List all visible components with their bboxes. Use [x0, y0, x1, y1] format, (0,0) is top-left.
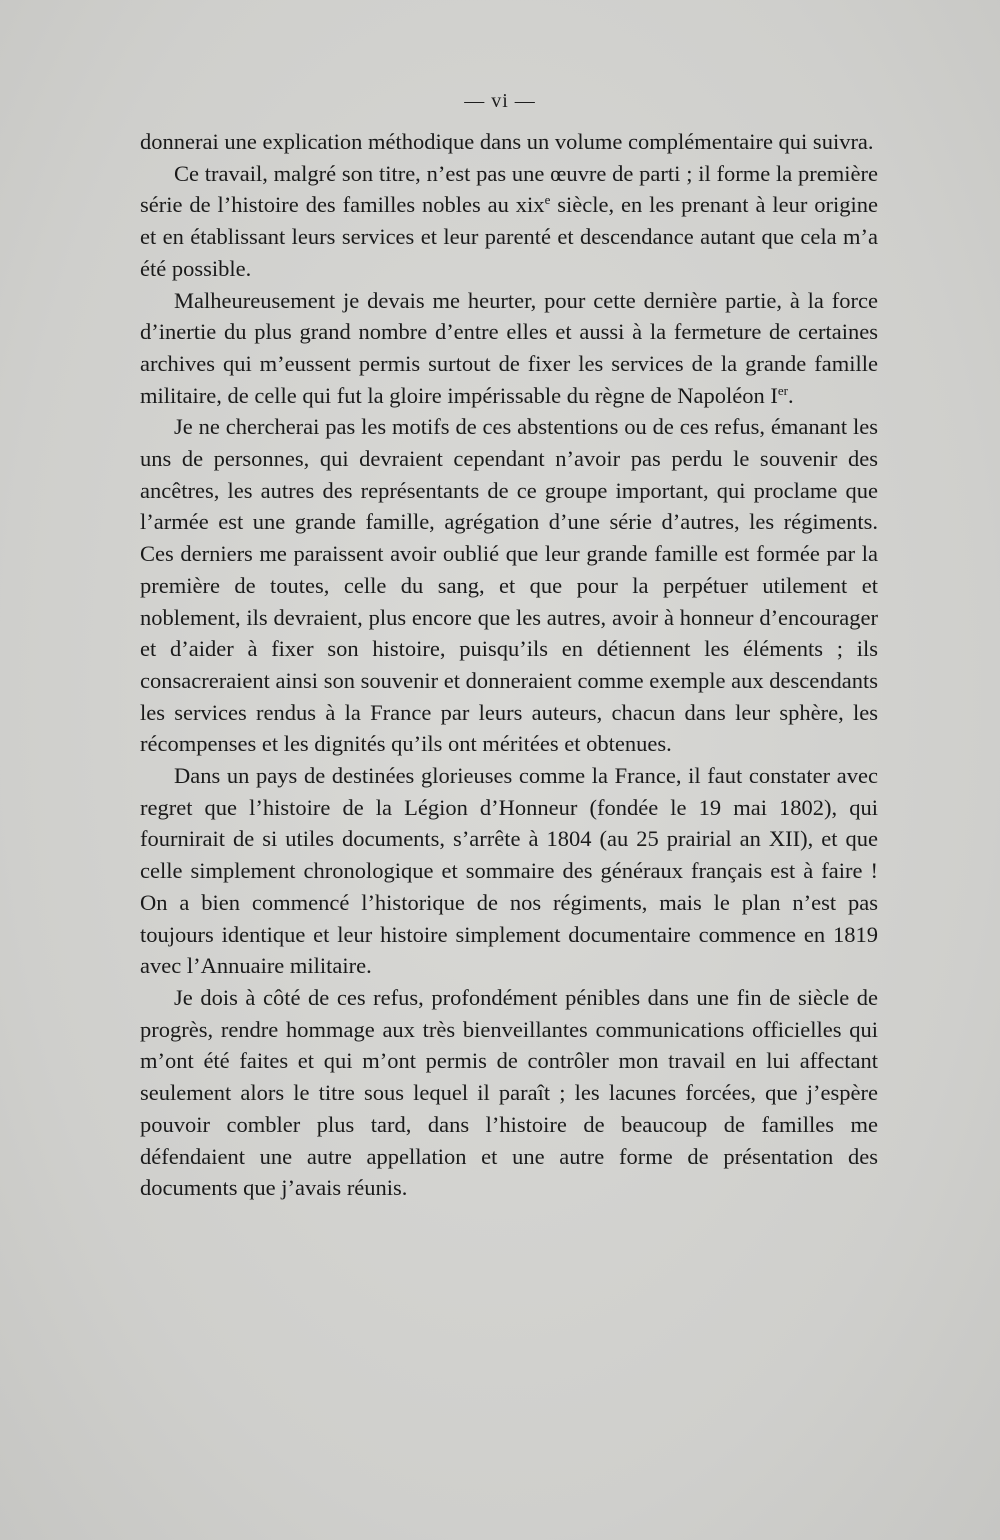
paragraph-6: Je dois à côté de ces refus, profondément pénibles dans une fin de siècle de progrès, rendre hommage aux très bienveillantes communications officielles qui m’ont été faites et qui m’ont permis de contrôler mon travail en lui affectant seulement alors le titre sous lequel il paraît ; les lacunes forcées, que j’espère pouvoir combler plus tard, dans l’histoire de beaucoup de familles me défendaient une autre appellation et une autre forme de présentation des documents que j’avais réunis. — [140, 984, 878, 1201]
paragraph-1: donnerai une explication méthodique dans un volume complémentaire qui suivra. — [140, 129, 874, 154]
paragraph-3-superscript: er — [777, 382, 789, 398]
paragraph-2 — [140, 158, 878, 285]
paragraph-3-text-a: Malheureusement je devais me heurter, pour cette dernière partie, à la force d’inertie du plus grand nombre d’entre elles et aussi à la fermeture de certaines archives qui m’eussent permis surtout de fixer les services de la grande famille militaire, de celle qui fut la gloire impérissable du règne de Napoléon I — [140, 287, 878, 408]
paragraph-3 — [140, 285, 878, 412]
body-text — [140, 126, 878, 1204]
paragraph-2-text-a: Ce travail, malgré son titre, n’est pas une œuvre de parti ; il forme la première série de l’histoire des familles nobles au xix — [140, 160, 878, 218]
page-number: — vi — — [464, 90, 536, 112]
paragraph-2-text-b: siècle, en les prenant à leur origine et en établissant leurs services et leur parenté et descendance autant que cela m’a été possible. — [140, 192, 878, 281]
paragraph-5: Dans un pays de destinées glorieuses comme la France, il faut constater avec regret que l’histoire de la Légion d’Honneur (fondée le 19 mai 1802), qui fournirait de si utiles documents, s’arrête à 1804 (au 25 prairial an XII), et que celle simplement chronologique et sommaire des généraux français est à faire ! On a bien commencé l’historique de nos régiments, mais le plan n’est pas toujours identique et leur histoire simplement documentaire commence en 1819 avec l’Annuaire militaire. — [140, 763, 878, 979]
paragraph-2-superscript: e — [544, 192, 551, 208]
paragraph-4: Je ne chercherai pas les motifs de ces abstentions ou de ces refus, émanant les uns de personnes, qui devraient cependant n’avoir pas perdu le souvenir des ancêtres, les autres des représentants de ce groupe important, qui proclame que l’armée est une grande famille, agrégation d’une série d’autres, les régiments. Ces derniers me paraissent avoir oublié que leur grande famille est formée par la première de toutes, celle du sang, et que pour la perpétuer utilement et noblement, ils devraient, plus encore que les autres, avoir à honneur d’encourager et d’aider à fixer son histoire, puisqu’ils en détiennent les éléments ; ils consacreraient ainsi son souvenir et donneraient comme exemple aux descendants les services rendus à la France par leurs auteurs, chacun dans leur sphère, les récompenses et les dignités qu’ils ont méritées et obtenues. — [140, 414, 878, 757]
paragraph-3-text-b: . — [788, 382, 794, 408]
